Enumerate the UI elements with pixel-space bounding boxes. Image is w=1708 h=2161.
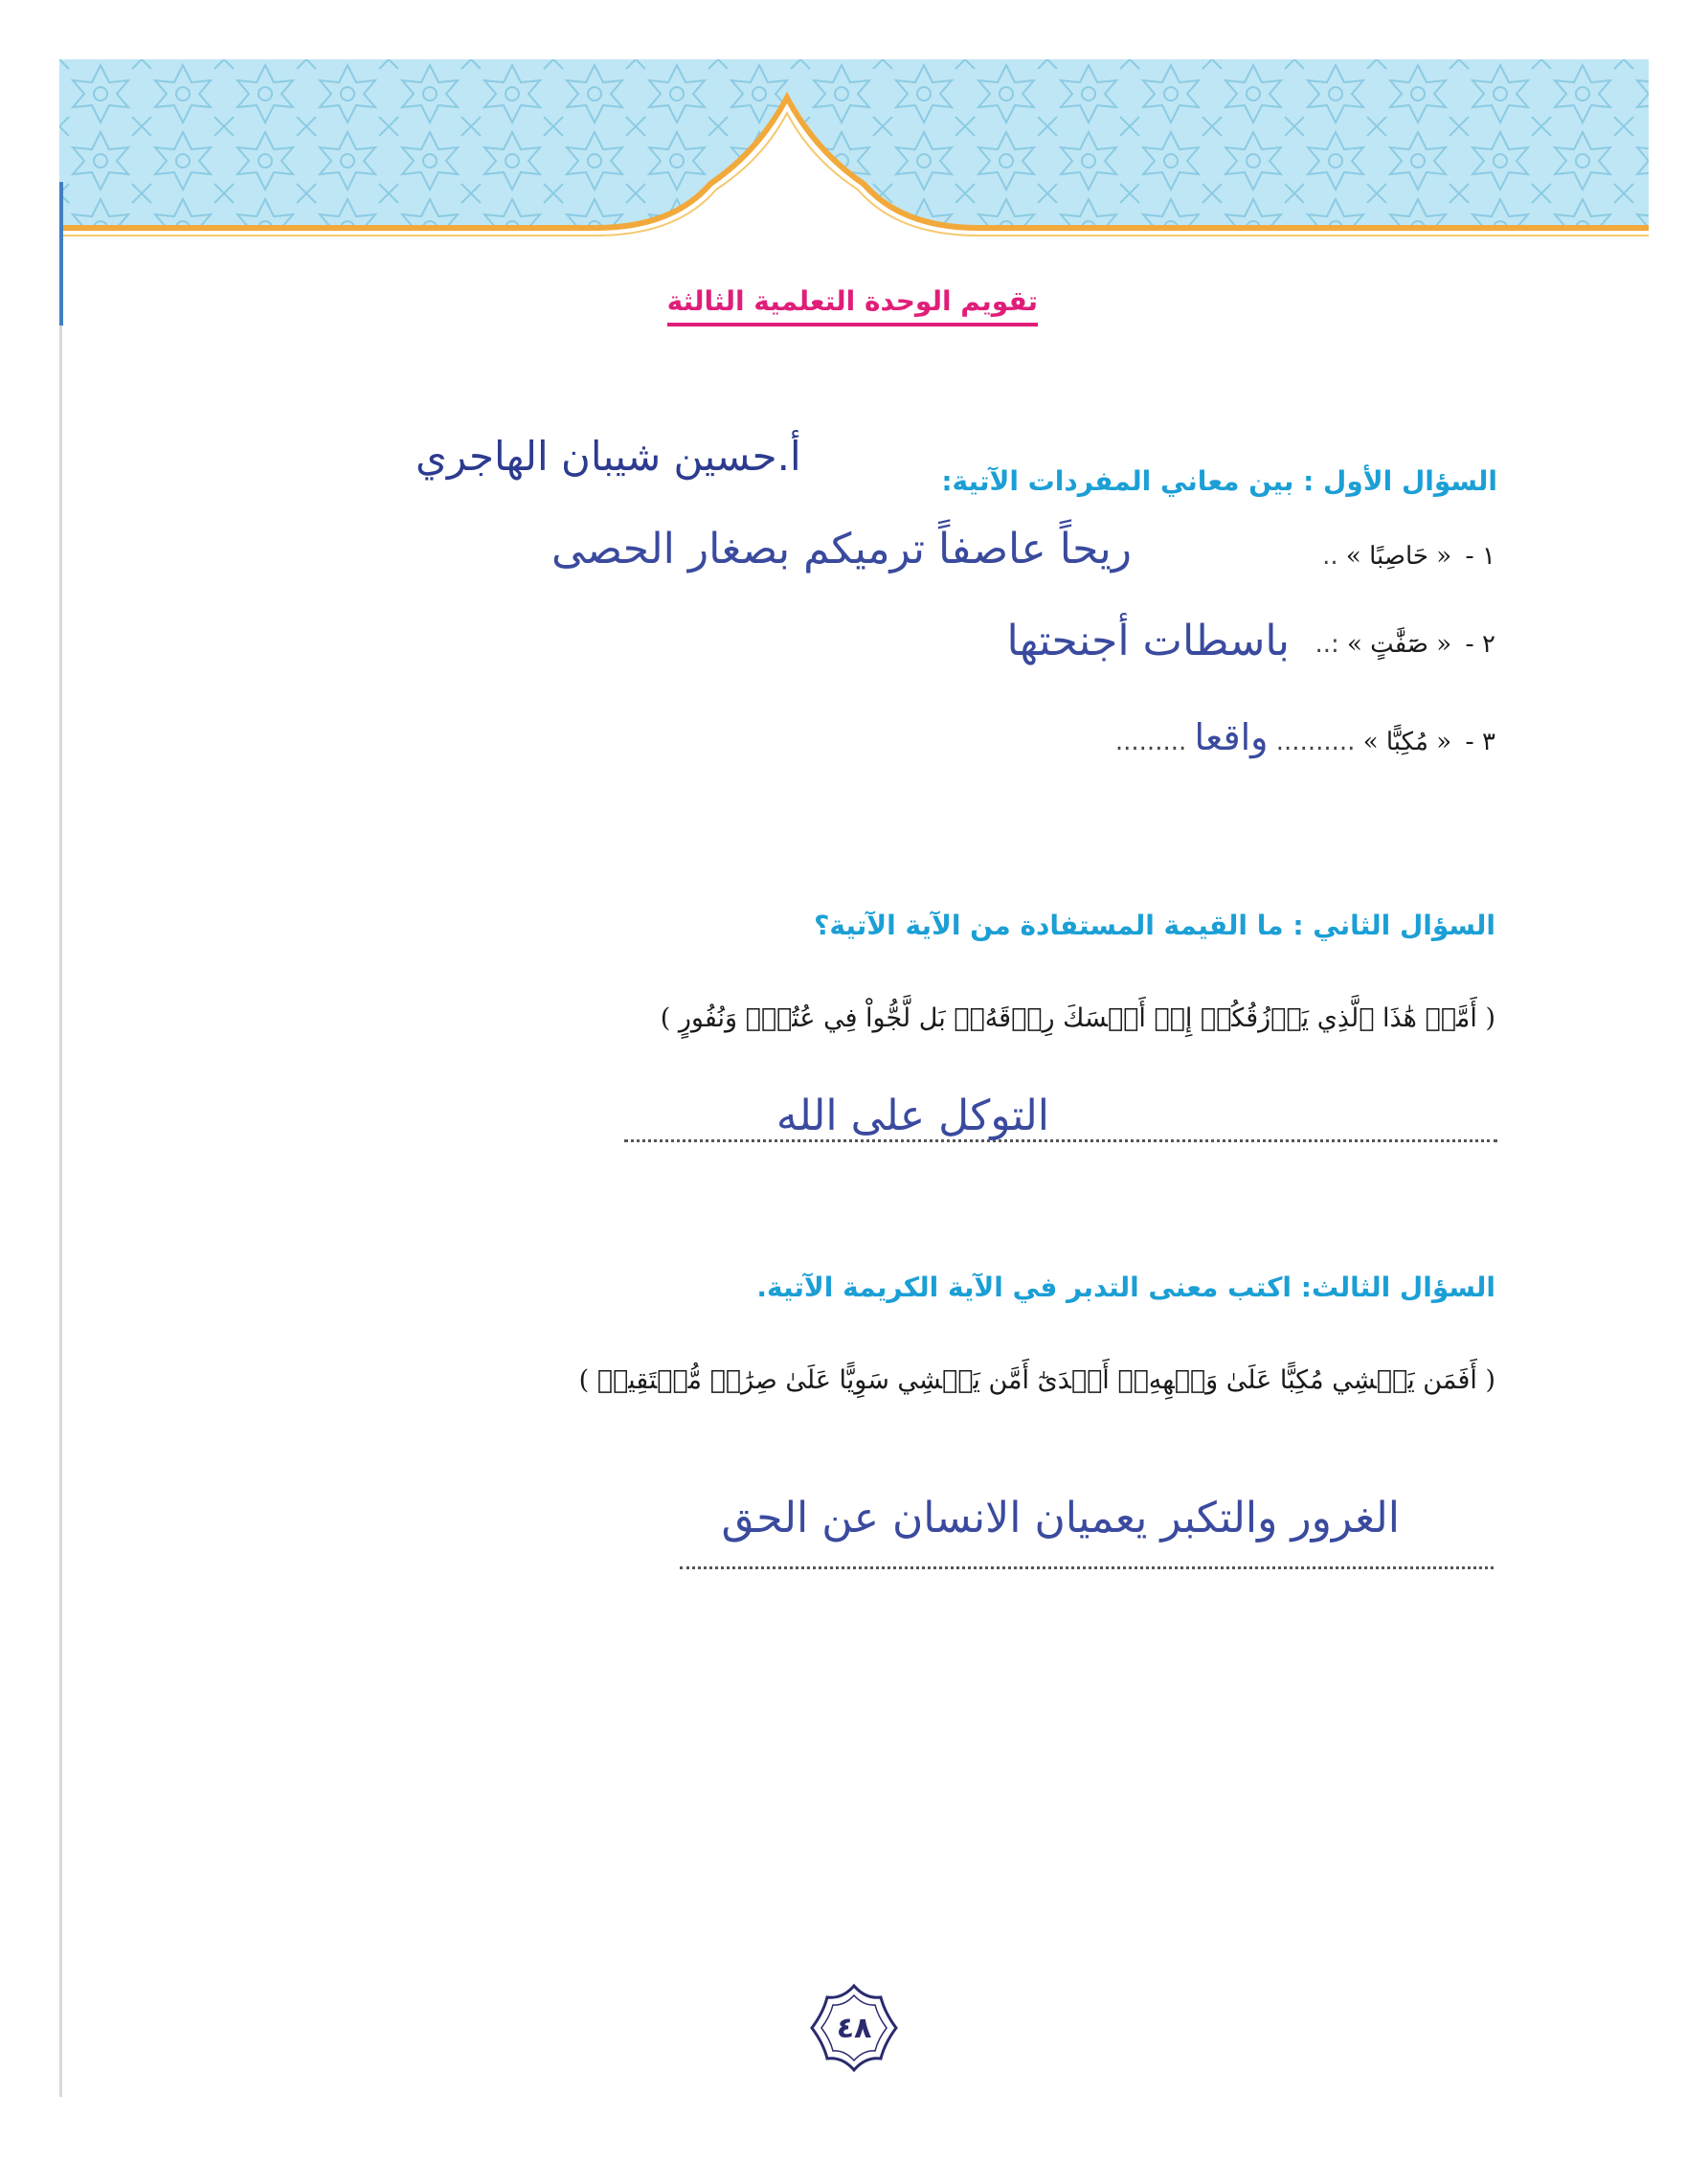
teacher-name: أ.حسين شيبان الهاجري <box>416 433 801 480</box>
unit-title: تقويم الوحدة التعلمية الثالثة <box>667 285 1038 326</box>
item-number: ٢ - <box>1465 630 1495 659</box>
question-1-heading: السؤال الأول : بين معاني المفردات الآتية: <box>941 465 1497 497</box>
page-number: ٤٨ <box>836 2011 872 2045</box>
item-number: ١ - <box>1465 542 1495 571</box>
question-2-heading: السؤال الثاني : ما القيمة المستفادة من الآية الآتية؟ <box>814 910 1495 941</box>
page-margin-line <box>59 230 62 2097</box>
item-answer: ريحاً عاصفاً ترميكم بصغار الحصى <box>551 525 1132 574</box>
item-word: « صَٓفَّٰتٍ » <box>1347 630 1452 659</box>
item-word: « حَاصِبًا » <box>1345 542 1452 571</box>
item-answer: باسطات أجنحتها <box>1006 617 1290 665</box>
page-number-ornament <box>806 1980 902 2076</box>
q1-item-2 <box>1006 617 1495 665</box>
answer-3-text: الغرور والتكبر يعميان الانسان عن الحق <box>721 1494 1400 1542</box>
answer-2-text: التوكل على الله <box>775 1092 1049 1140</box>
question-3-ayah: ( أَفَمَن يَمۡشِي مُكِبًّا عَلَىٰ وَجۡهِهِۦٓ أَهۡدَىٰٓ أَمَّن يَمۡشِي سَوِيًّا عَلَىٰ صِرَٰطٖ مُّسۡتَقِيمٖ ) <box>578 1365 1495 1395</box>
header-banner <box>59 59 1649 247</box>
item-answer: واقعا <box>1194 716 1269 758</box>
item-dots: .......... <box>1275 728 1356 756</box>
item-dots: :.. <box>1315 630 1339 659</box>
answer-2-dotted-line <box>624 1139 1497 1142</box>
answer-3-dotted-line <box>680 1566 1494 1569</box>
question-2-ayah: ( أَمَّنۡ هَٰذَا ٱلَّذِي يَرۡزُقُكُمۡ إِنۡ أَمۡسَكَ رِزۡقَهُۥۚ بَل لَّجُّواْ فِي عُتُوّٖ وَنُفُورٍ ) <box>660 1003 1495 1033</box>
page-margin-accent <box>59 182 63 326</box>
item-number: ٣ - <box>1465 728 1495 756</box>
item-word: « مُكِبًّا » <box>1362 728 1452 756</box>
item-dots: .. <box>1322 542 1338 571</box>
item-dots-after: ......... <box>1114 728 1187 756</box>
question-3-heading: السؤال الثالث: اكتب معنى التدبر في الآية الكريمة الآتية. <box>756 1272 1495 1303</box>
q1-item-3 <box>1115 716 1495 758</box>
q1-item-1 <box>551 525 1495 574</box>
